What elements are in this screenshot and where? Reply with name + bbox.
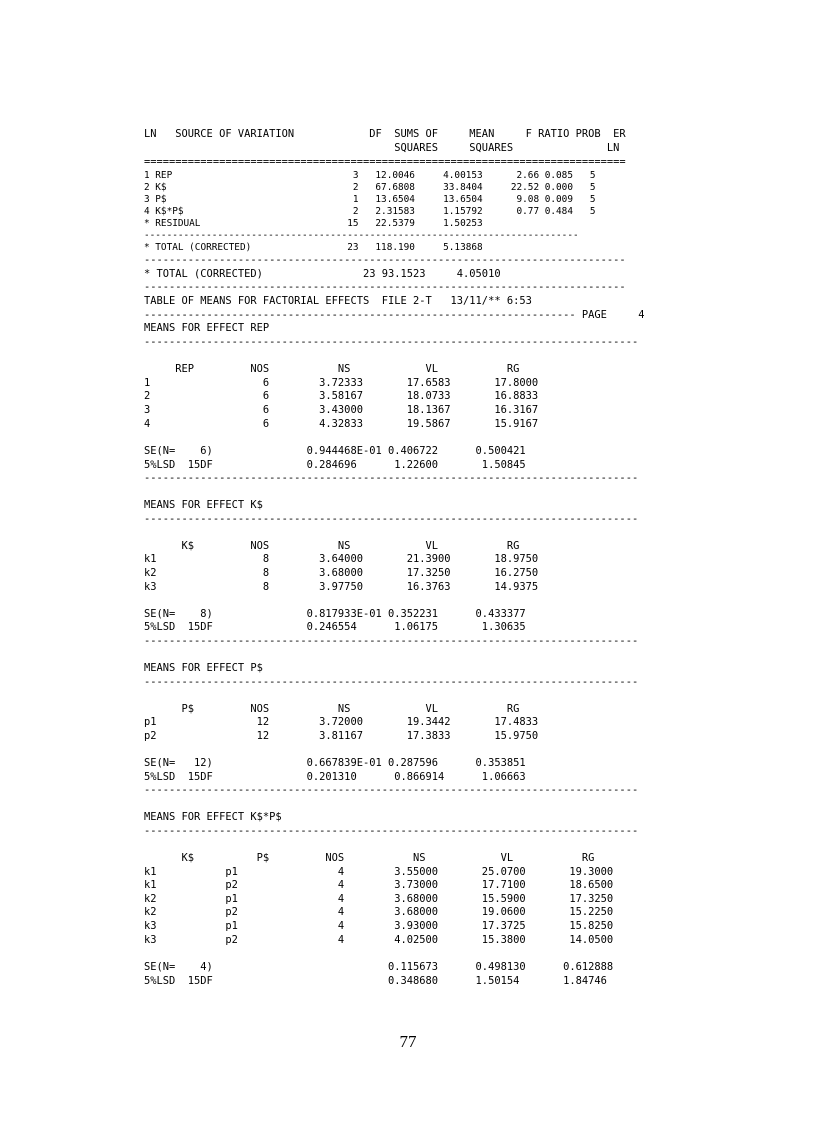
means-k-header: K$ NOS NS VL RG (144, 540, 520, 552)
anova-header-line-1: LN SOURCE OF VARIATION DF SUMS OF MEAN F RATIO PROB ER (144, 128, 626, 140)
means-rep-title: MEANS FOR EFFECT REP (144, 322, 270, 334)
section-rule: ----------------------------------------------------------------------------- (144, 281, 626, 293)
table-of-means-title: TABLE OF MEANS FOR FACTORIAL EFFECTS FILE 2-T 13/11/** 6:53 (144, 295, 532, 307)
anova-row-total-2: * TOTAL (CORRECTED) 23 93.1523 4.05010 (144, 268, 501, 280)
means-k-lsd: 5%LSD 15DF 0.246554 1.06175 1.30635 (144, 621, 526, 633)
means-p-title: MEANS FOR EFFECT P$ (144, 662, 263, 674)
means-p-header: P$ NOS NS VL RG (144, 703, 520, 715)
means-kp-row: k1 p1 4 3.55000 25.0700 19.3000 (144, 866, 614, 878)
section-rule: ------------------------------------------------------------------------------- (144, 513, 639, 525)
section-rule: ------------------------------------------------------------------------------- (144, 784, 639, 796)
means-kp-row: k3 p2 4 4.02500 15.3800 14.0500 (144, 934, 614, 946)
section-rule: ------------------------------------------------------------------------------- (144, 336, 639, 348)
means-p-se: SE(N= 12) 0.667839E-01 0.287596 0.353851 (144, 757, 526, 769)
means-rep-row: 4 6 4.32833 19.5867 15.9167 (144, 418, 539, 430)
means-k-row: k1 8 3.64000 21.3900 18.9750 (144, 553, 539, 565)
means-kp-lsd: 5%LSD 15DF 0.348680 1.50154 1.84746 (144, 975, 607, 987)
means-rep-lsd: 5%LSD 15DF 0.284696 1.22600 1.50845 (144, 459, 526, 471)
anova-double-rule: ============================================================================= (144, 156, 626, 168)
means-k-se: SE(N= 8) 0.817933E-01 0.352231 0.433377 (144, 608, 526, 620)
page-number: 77 (399, 1032, 417, 1051)
anova-header-line-2: SQUARES SQUARES LN (144, 142, 620, 154)
anova-rule: ----------------------------------------------------------------------------- (144, 254, 626, 266)
means-rep-row: 2 6 3.58167 18.0733 16.8833 (144, 390, 539, 402)
means-kp-row: k3 p1 4 3.93000 17.3725 15.8250 (144, 920, 614, 932)
means-rep-row: 3 6 3.43000 18.1367 16.3167 (144, 404, 539, 416)
anova-row-residual: * RESIDUAL 15 22.5379 1.50253 (144, 218, 483, 229)
means-kp-header: K$ P$ NOS NS VL RG (144, 852, 595, 864)
means-rep-header: REP NOS NS VL RG (144, 363, 520, 375)
anova-row-p: 3 P$ 1 13.6504 13.6504 9.08 0.009 5 (144, 194, 596, 205)
means-k-row: k2 8 3.68000 17.3250 16.2750 (144, 567, 539, 579)
anova-row-k: 2 K$ 2 67.6808 33.8404 22.52 0.000 5 (144, 182, 596, 193)
section-rule: ------------------------------------------------------------------------------- (144, 635, 639, 647)
anova-rule: ----------------------------------------------------------------------------- (144, 230, 579, 241)
anova-row-kp: 4 K$*P$ 2 2.31583 1.15792 0.77 0.484 5 (144, 206, 596, 217)
anova-row-total: * TOTAL (CORRECTED) 23 118.190 5.13868 (144, 242, 483, 253)
means-p-row: p1 12 3.72000 19.3442 17.4833 (144, 716, 539, 728)
page-indicator-line: --------------------------------------------------------------------- PAGE 4 (144, 309, 645, 321)
means-rep-se: SE(N= 6) 0.944468E-01 0.406722 0.500421 (144, 445, 526, 457)
means-kp-row: k2 p1 4 3.68000 15.5900 17.3250 (144, 893, 614, 905)
means-kp-row: k1 p2 4 3.73000 17.7100 18.6500 (144, 879, 614, 891)
means-kp-se: SE(N= 4) 0.115673 0.498130 0.612888 (144, 961, 614, 973)
means-kp-title: MEANS FOR EFFECT K$*P$ (144, 811, 282, 823)
section-rule: ------------------------------------------------------------------------------- (144, 472, 639, 484)
means-kp-row: k2 p2 4 3.68000 19.0600 15.2250 (144, 906, 614, 918)
section-rule: ------------------------------------------------------------------------------- (144, 825, 639, 837)
means-p-lsd: 5%LSD 15DF 0.201310 0.866914 1.06663 (144, 771, 526, 783)
means-rep-row: 1 6 3.72333 17.6583 17.8000 (144, 377, 539, 389)
means-k-title: MEANS FOR EFFECT K$ (144, 499, 263, 511)
section-rule: ------------------------------------------------------------------------------- (144, 676, 639, 688)
means-k-row: k3 8 3.97750 16.3763 14.9375 (144, 581, 539, 593)
anova-row-rep: 1 REP 3 12.0046 4.00153 2.66 0.085 5 (144, 170, 596, 181)
means-p-row: p2 12 3.81167 17.3833 15.9750 (144, 730, 539, 742)
